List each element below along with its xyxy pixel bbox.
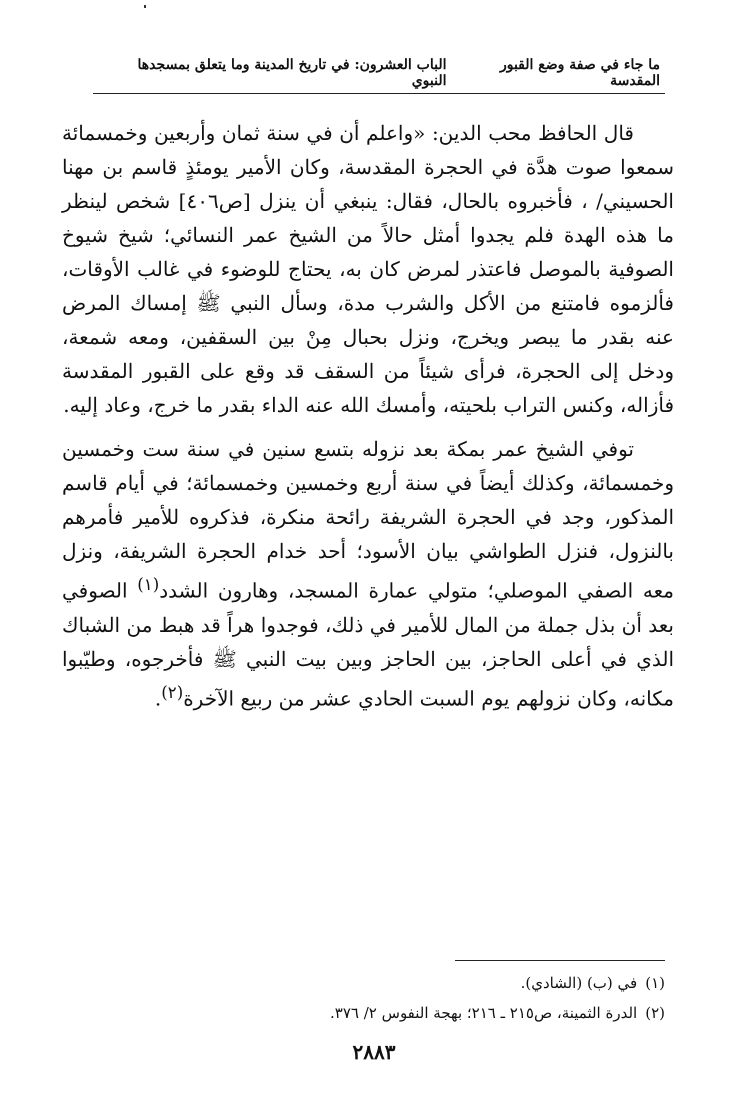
running-header [100, 58, 660, 88]
footnote-divider [455, 960, 665, 961]
main-text [62, 116, 674, 725]
paragraph-1 [62, 116, 674, 422]
footnote-number: (٢) [645, 1004, 665, 1022]
paragraph-2-end: . [154, 686, 162, 711]
paragraph-1-text-b: شخص لينظر ما هذه الهدة فلم يجدوا أمثل حالاً من الشيخ عمر النسائي؛ شيخ شيوخ الصوفية بالموصل فاعتذر لمرض كان به، يحتاج للوضوء في غالب الأوقات، فألزموه فامتنع من الأكل والشرب مدة، وسأل النبي ﷺ إمساك المرض عنه بقدر ما يبصر ويخرج، ونزل بحبال مِنْ بين السقفين، ومعه شمعة، ودخل إلى الحجرة، فرأى شيئاً من السقف قد وقع على القبور المقدسة فأزاله، وكنس التراب بلحيته، وأمسك الله عنه الداء بقدر ما خرج، وعاد إليه. [62, 189, 674, 417]
footnotes [150, 968, 665, 1028]
paragraph-2-text-b: الصوفي بعد أن بذل جملة من المال للأمير في ذلك، فوجدوا هراً قد هبط من الشباك الذي في أعلى الحاجز، بين الحاجز وبين بيت النبي ﷺ فأخرجوه، وطيّبوا مكانه، وكان نزولهم يوم السبت الحادي عشر من ربيع الآخرة [62, 578, 675, 711]
footnote-1 [150, 968, 665, 998]
footnote-text: في (ب) (الشادي). [520, 974, 638, 992]
header-section-title: ما جاء في صفة وضع القبور المقدسة [499, 57, 660, 89]
stray-ink-mark [144, 5, 146, 8]
footnote-number: (١) [645, 974, 665, 992]
page-number: ٢٨٨٣ [352, 1040, 396, 1064]
paragraph-1-text-a: قال الحافظ محب الدين: «واعلم أن في سنة ثمان وأربعين وخمسمائة سمعوا صوت هدَّة في الحجرة المقدسة، وكان الأمير يومئذٍ قاسم بن مهنا الحسيني/ ، فأخبروه بالحال، فقال: ينبغي أن ينزل [62, 121, 674, 213]
footnote-ref-2[interactable]: (٢) [161, 682, 184, 702]
paragraph-2-text-a: توفي الشيخ عمر بمكة بعد نزوله بتسع سنين في سنة ست وخمسين وخمسمائة، وكذلك أيضاً في سنة أربع وخمسين وخمسمائة؛ في أيام قاسم المذكور، وجد في الحجرة الشريفة رائحة منكرة، فذكروه للأمير فأمرهم بالنزول، فنزل الطواشي بيان الأسود؛ أحد خدام الحجرة الشريفة، ونزل معه الصفي الموصلي؛ متولي عمارة المسجد، وهارون الشدد [62, 437, 674, 603]
footnote-text: الدرة الثمينة، ص٢١٥ ـ ٢١٦؛ بهجة النفوس ٢/ ٣٧٦. [330, 1004, 638, 1022]
footnote-2 [150, 998, 665, 1028]
manuscript-page-ref: [ص٤٠٦] [178, 189, 251, 213]
paragraph-2 [62, 432, 674, 715]
footnote-ref-1[interactable]: (١) [137, 575, 160, 594]
header-chapter-title: الباب العشرون: في تاريخ المدينة وما يتعلق بمسجدها النبوي [137, 57, 447, 89]
header-divider [93, 93, 665, 94]
